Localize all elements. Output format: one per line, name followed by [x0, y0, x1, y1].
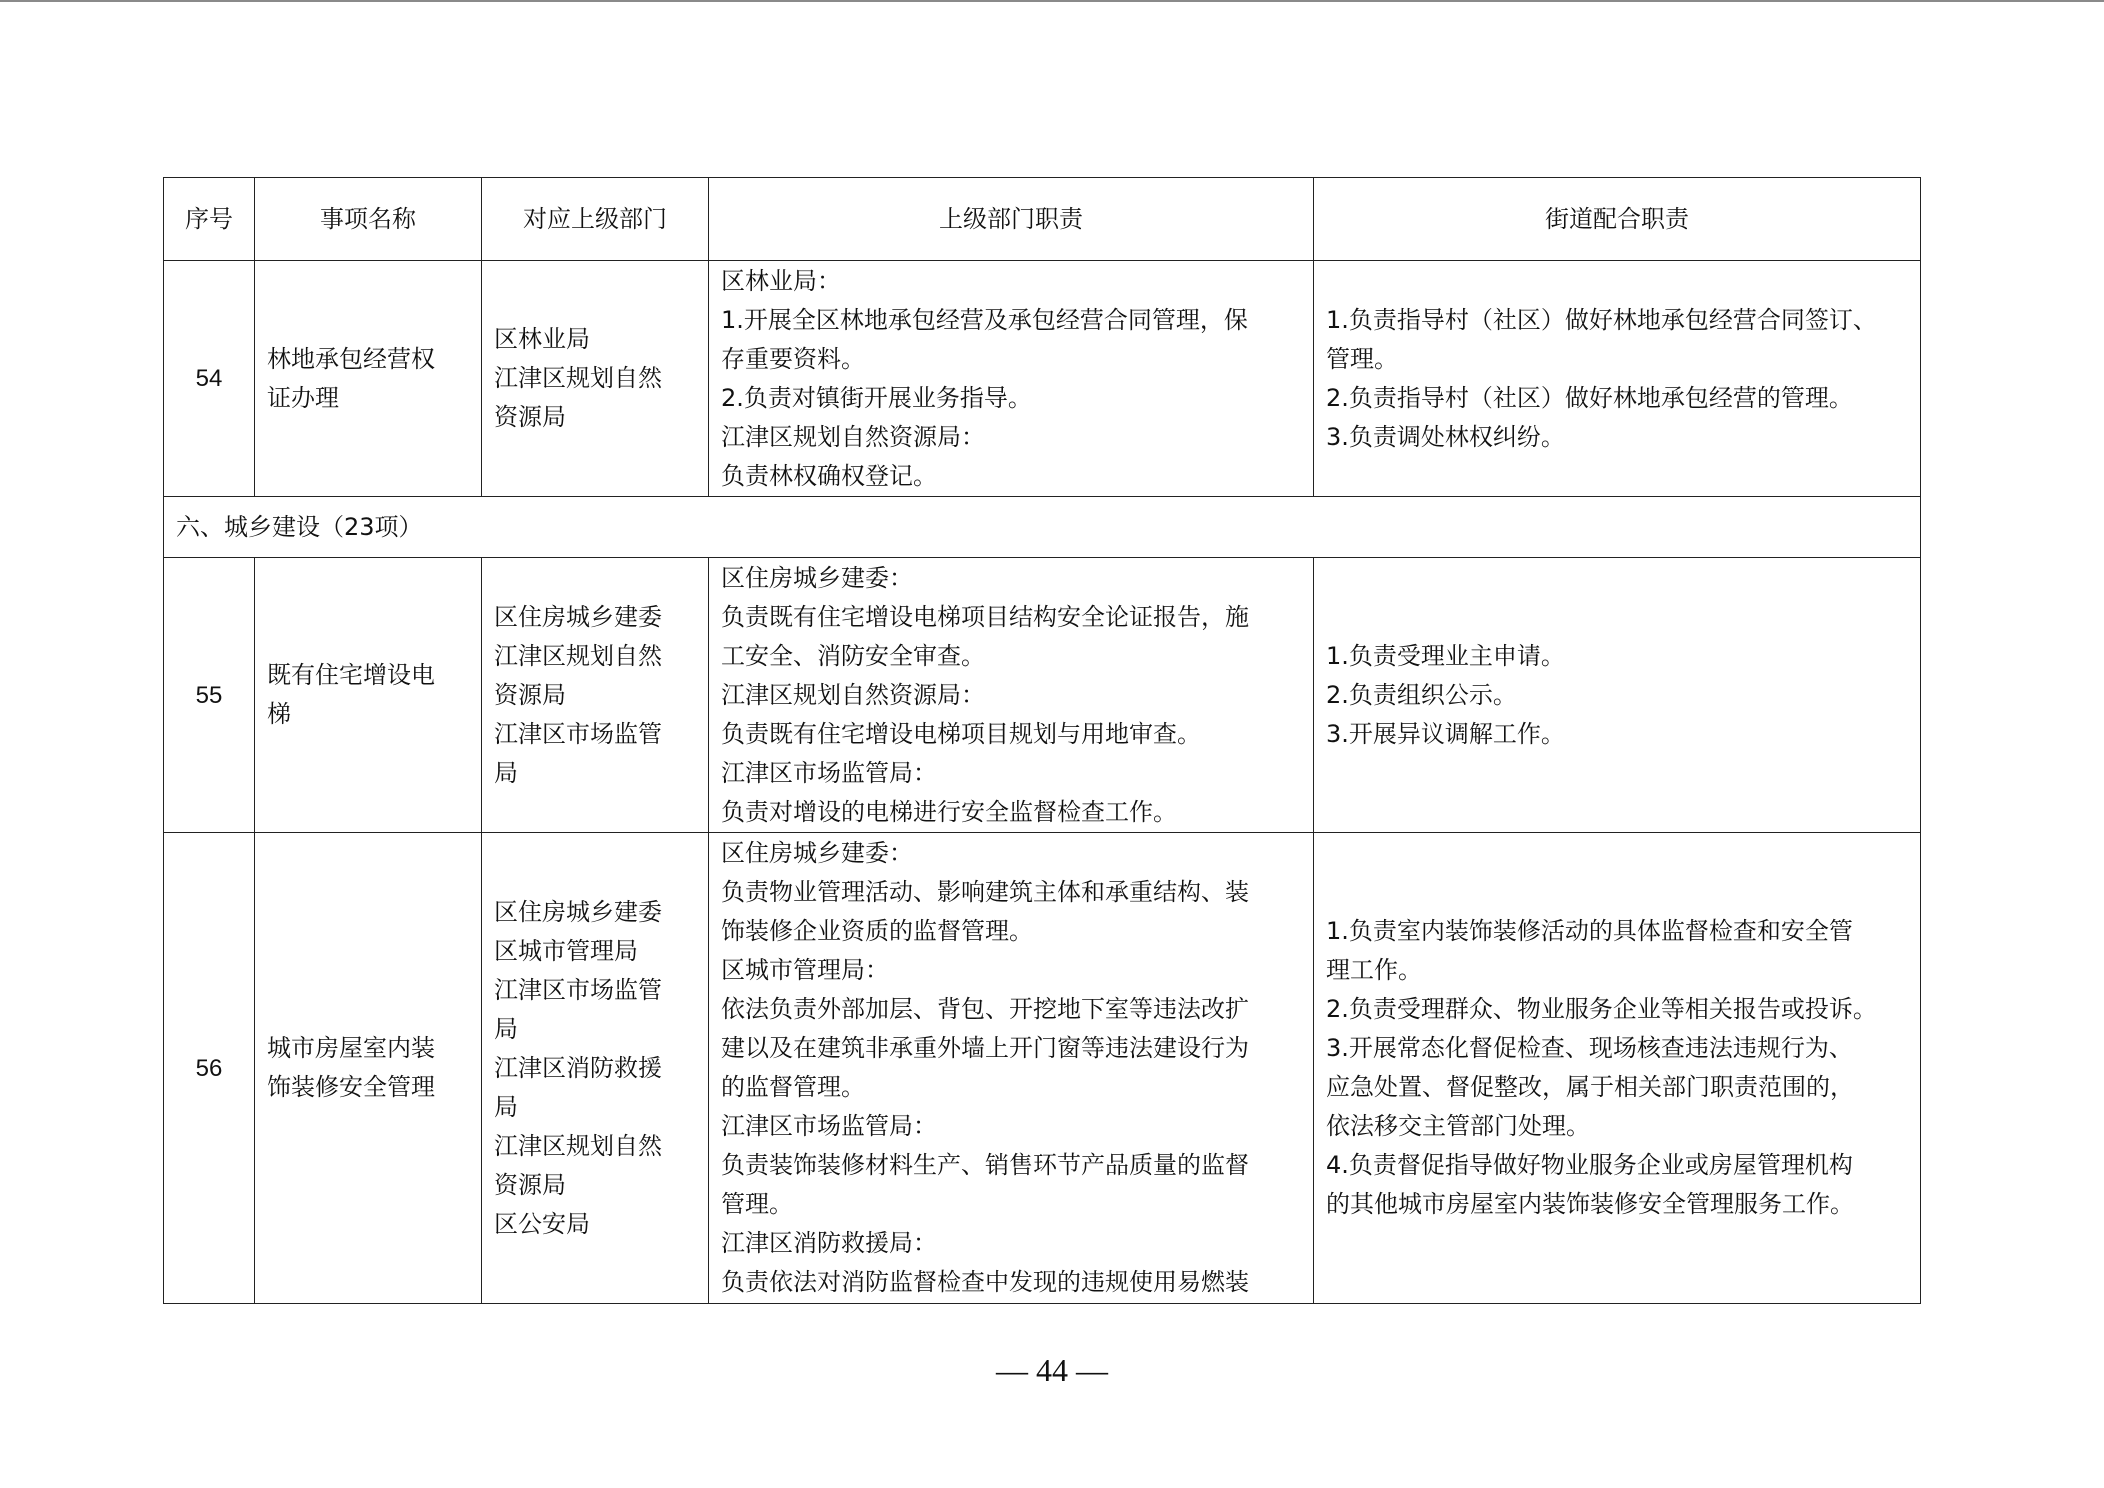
cell-line: 资源局	[494, 403, 566, 431]
cell-line: 江津区消防救援局：	[721, 1229, 937, 1257]
cell-line: 负责装饰装修材料生产、销售环节产品质量的监督	[721, 1151, 1249, 1179]
cell-line: 3.开展常态化督促检查、现场核查违法违规行为、	[1326, 1034, 1853, 1062]
cell-line: 1.负责室内装饰装修活动的具体监督检查和安全管	[1326, 917, 1853, 945]
cell-line: 3.负责调处林权纠纷。	[1326, 422, 1565, 451]
row-dept-duties	[709, 558, 1314, 833]
header-item-name: 事项名称	[255, 178, 482, 261]
row-dept-duties	[709, 261, 1314, 497]
page-number: — 44 —	[996, 1352, 1108, 1388]
cell-line: 江津区消防救援	[494, 1053, 662, 1082]
cell-line: 依法移交主管部门处理。	[1326, 1112, 1590, 1140]
header-row	[164, 178, 1921, 261]
table-row	[164, 833, 1921, 1304]
row-departments	[482, 833, 709, 1304]
cell-line: 区住房城乡建委	[494, 897, 662, 926]
cell-line: 依法负责外部加层、背包、开挖地下室等违法改扩	[721, 995, 1249, 1023]
cell-line: 城市房屋室内装	[267, 1034, 435, 1062]
cell-line: 的其他城市房屋室内装饰装修安全管理服务工作。	[1326, 1190, 1854, 1218]
row-seq: 55	[164, 558, 255, 833]
row-seq: 56	[164, 833, 255, 1304]
row-item-name	[255, 558, 482, 833]
cell-line: 2.负责组织公示。	[1326, 680, 1517, 709]
cell-line: 资源局	[494, 1170, 566, 1199]
top-border-line	[0, 0, 2104, 2]
cell-line: 理工作。	[1326, 956, 1422, 984]
cell-line: 局	[494, 1014, 518, 1043]
section-title: 六、城乡建设（23项）	[164, 497, 1921, 558]
cell-line: 2.负责受理群众、物业服务企业等相关报告或投诉。	[1326, 995, 1877, 1023]
row-item-name	[255, 261, 482, 497]
cell-line: 2.负责指导村（社区）做好林地承包经营的管理。	[1326, 383, 1853, 412]
row-departments	[482, 261, 709, 497]
header-dept-duties: 上级部门职责	[709, 178, 1314, 261]
cell-line: 江津区规划自然资源局：	[721, 422, 985, 451]
cell-line: 区公安局	[494, 1209, 590, 1238]
cell-line: 证办理	[267, 383, 339, 412]
cell-line: 既有住宅增设电	[267, 661, 435, 689]
cell-line: 4.负责督促指导做好物业服务企业或房屋管理机构	[1326, 1151, 1853, 1179]
cell-line: 江津区规划自然	[494, 364, 662, 392]
cell-line: 1.开展全区林地承包经营及承包经营合同管理，保	[721, 305, 1248, 334]
cell-line: 江津区规划自然	[494, 641, 662, 670]
cell-line: 2.负责对镇街开展业务指导。	[721, 383, 1032, 412]
row-street-duties	[1314, 261, 1921, 497]
cell-line: 江津区规划自然	[494, 1131, 662, 1160]
cell-line: 区住房城乡建委：	[721, 839, 913, 867]
section-row	[164, 497, 1921, 558]
cell-line: 3.开展异议调解工作。	[1326, 719, 1565, 748]
table-row	[164, 261, 1921, 497]
cell-line: 区城市管理局	[494, 936, 638, 965]
header-department: 对应上级部门	[482, 178, 709, 261]
cell-line: 江津区市场监管	[494, 719, 662, 748]
cell-line: 的监督管理。	[721, 1073, 865, 1101]
cell-line: 负责对增设的电梯进行安全监督检查工作。	[721, 797, 1177, 826]
table-row	[164, 558, 1921, 833]
cell-line: 负责物业管理活动、影响建筑主体和承重结构、装	[721, 878, 1249, 906]
cell-line: 存重要资料。	[721, 344, 865, 373]
cell-line: 梯	[267, 700, 291, 728]
cell-line: 江津区规划自然资源局：	[721, 680, 985, 709]
cell-line: 1.负责指导村（社区）做好林地承包经营合同签订、	[1326, 305, 1877, 334]
row-dept-duties	[709, 833, 1314, 1304]
duty-table	[163, 177, 1921, 1304]
cell-line: 负责依法对消防监督检查中发现的违规使用易燃装	[721, 1268, 1249, 1296]
cell-line: 建以及在建筑非承重外墙上开门窗等违法建设行为	[721, 1034, 1249, 1062]
row-departments	[482, 558, 709, 833]
cell-line: 负责既有住宅增设电梯项目规划与用地审查。	[721, 719, 1201, 748]
cell-line: 1.负责受理业主申请。	[1326, 641, 1565, 670]
cell-line: 江津区市场监管局：	[721, 1112, 937, 1140]
row-street-duties	[1314, 558, 1921, 833]
row-street-duties	[1314, 833, 1921, 1304]
cell-line: 管理。	[1326, 344, 1398, 373]
header-street-duties: 街道配合职责	[1314, 178, 1921, 261]
cell-line: 负责既有住宅增设电梯项目结构安全论证报告，施	[721, 602, 1249, 631]
cell-line: 局	[494, 1092, 518, 1121]
cell-line: 应急处置、督促整改，属于相关部门职责范围的，	[1326, 1073, 1854, 1101]
cell-line: 江津区市场监管局：	[721, 758, 937, 787]
cell-line: 饰装修安全管理	[267, 1073, 435, 1101]
cell-line: 工安全、消防安全审查。	[721, 641, 985, 670]
cell-line: 饰装修企业资质的监督管理。	[721, 917, 1033, 945]
cell-line: 林地承包经营权	[267, 344, 435, 373]
cell-line: 区林业局	[494, 325, 590, 353]
header-seq: 序号	[164, 178, 255, 261]
cell-line: 区住房城乡建委：	[721, 563, 913, 592]
cell-line: 负责林权确权登记。	[721, 461, 937, 490]
cell-line: 区城市管理局：	[721, 956, 889, 984]
cell-line: 局	[494, 758, 518, 787]
cell-line: 江津区市场监管	[494, 975, 662, 1004]
cell-line: 管理。	[721, 1190, 793, 1218]
row-seq: 54	[164, 261, 255, 497]
cell-line: 区林业局：	[721, 266, 841, 295]
cell-line: 资源局	[494, 680, 566, 709]
cell-line: 区住房城乡建委	[494, 602, 662, 631]
row-item-name	[255, 833, 482, 1304]
